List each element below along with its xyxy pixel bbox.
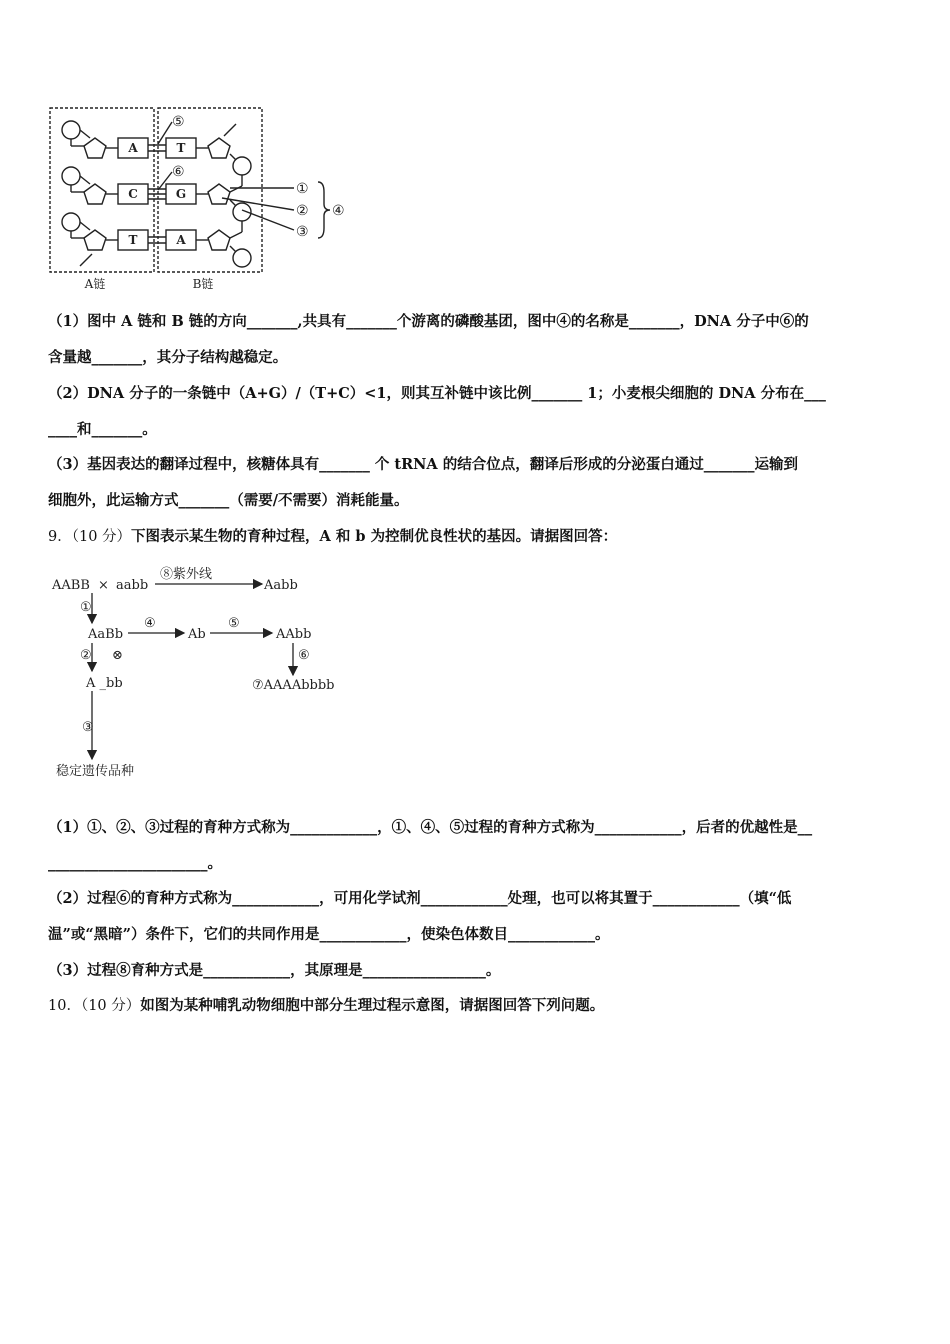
q9-header xyxy=(48,528,617,546)
phosphate-circle xyxy=(62,167,80,185)
stable-variety: 稳定遗传品种 xyxy=(56,764,135,779)
q10-header xyxy=(48,997,604,1015)
marker-4: ④ xyxy=(332,203,345,219)
deoxyribose-pentagon xyxy=(84,184,106,204)
doubled-genotype: AAbb xyxy=(276,627,312,642)
base-label: T xyxy=(128,233,138,247)
base-label: A xyxy=(128,141,138,155)
deoxyribose-pentagon xyxy=(84,230,106,250)
q8-part2-line1: （2）DNA 分子的一条链中（A+G）/（T+C）<1，则其互补链中该比例_______ 1；小麦根尖细胞的 DNA 分布在___ xyxy=(48,385,826,402)
chain-a-box xyxy=(50,108,154,272)
q9-text: 下图表示某生物的育种过程，A 和 b 为控制优良性状的基因。请据图回答： xyxy=(131,528,618,545)
q9-part2-line1: （2）过程⑥的育种方式称为____________，可用化学试剂____________处理，也可以将其置于____________（填“低 xyxy=(48,890,792,907)
deoxyribose-pentagon xyxy=(208,230,230,250)
step8-label: ⑧紫外线 xyxy=(160,567,213,582)
q8-part2-line2: ____和_______。 xyxy=(48,421,157,438)
deoxyribose-pentagon xyxy=(208,138,230,158)
step6: ⑥ xyxy=(298,648,310,663)
q9-number: 9．（10 分） xyxy=(48,529,132,545)
q9-part1-line1: （1）①、②、③过程的育种方式称为____________，①、④、⑤过程的育种方式称为____________，后者的优越性是__ xyxy=(48,819,813,836)
tetraploid-genotype: ⑦AAAAbbbb xyxy=(252,678,335,693)
step1: ① xyxy=(80,600,92,615)
deoxyribose-pentagon xyxy=(84,138,106,158)
deoxyribose-pentagon xyxy=(208,184,230,204)
phosphate-circle xyxy=(62,213,80,231)
phosphate-circle xyxy=(233,249,251,267)
phosphate-circle xyxy=(62,121,80,139)
chain-b-label: B链 xyxy=(192,277,214,291)
base-label: G xyxy=(175,187,187,201)
breeding-process-diagram xyxy=(50,563,350,783)
base-label: A xyxy=(176,233,186,247)
q10-number: 10．（10 分） xyxy=(48,998,141,1014)
f1-genotype: AaBb xyxy=(88,627,124,642)
q9-part2-line2: 温”或“黑暗”）条件下，它们的共同作用是____________，使染色体数目____________。 xyxy=(48,926,610,943)
cross-symbol: × xyxy=(98,578,109,593)
step3: ③ xyxy=(82,720,94,735)
q8-part1-line2: 含量越_______，其分子结构越稳定。 xyxy=(48,349,288,366)
marker-3: ③ xyxy=(296,224,309,240)
base-label: T xyxy=(176,141,186,155)
q8-part3-line2: 细胞外，此运输方式_______（需要/不需要）消耗能量。 xyxy=(48,492,409,509)
parent2: aabb xyxy=(116,578,149,593)
phosphate-circle xyxy=(233,157,251,175)
q8-part1-line1: （1）图中 A 链和 B 链的方向_______,共具有_______个游离的磷酸基团，图中④的名称是_______，DNA 分子中⑥的 xyxy=(48,313,809,330)
marker-5: ⑤ xyxy=(172,114,185,130)
step5: ⑤ xyxy=(228,616,240,631)
q8-part3-line1: （3）基因表达的翻译过程中，核糖体具有_______ 个 tRNA 的结合位点，翻译后形成的分泌蛋白通过_______运输到 xyxy=(48,456,798,473)
step4: ④ xyxy=(144,616,156,631)
f2-genotype: A _bb xyxy=(86,676,123,691)
marker-2: ② xyxy=(296,203,309,219)
dna-structure-diagram xyxy=(40,100,360,300)
q9-part3-line1: （3）过程⑧育种方式是____________，其原理是_________________。 xyxy=(48,962,501,979)
marker-6: ⑥ xyxy=(172,164,185,180)
step2: ② xyxy=(80,648,92,663)
q10-text: 如图为某种哺乳动物细胞中部分生理过程示意图，请据图回答下列问题。 xyxy=(140,997,605,1014)
selfing-symbol: ⊗ xyxy=(112,648,123,663)
marker-1: ① xyxy=(296,181,309,197)
chain-a-label: A链 xyxy=(84,277,106,291)
mutant-genotype: Aabb xyxy=(264,578,298,593)
base-label: C xyxy=(128,187,138,201)
haploid-genotype: Ab xyxy=(188,627,206,642)
parent1: AABB xyxy=(52,578,90,593)
q9-part1-line2: ______________________。 xyxy=(48,855,222,872)
